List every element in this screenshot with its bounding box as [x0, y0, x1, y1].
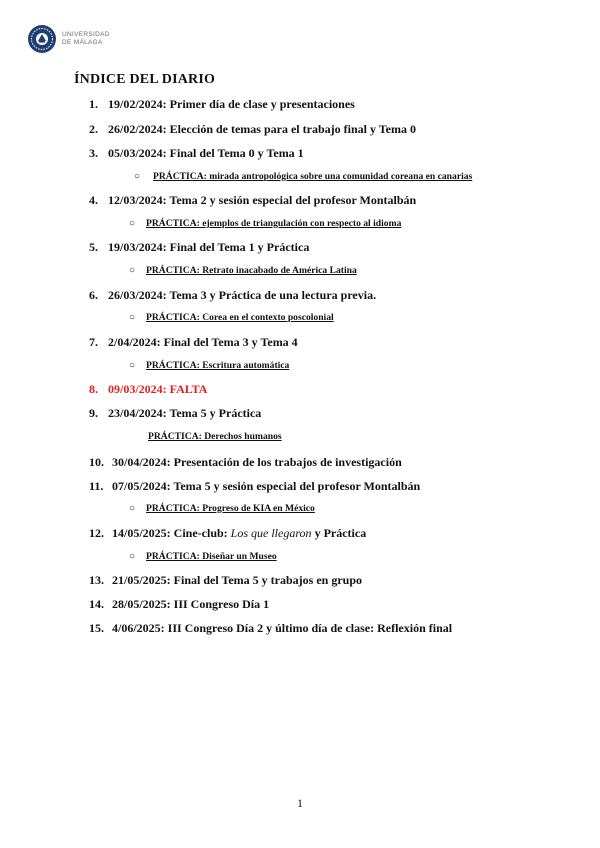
- entry-number: 9.: [89, 406, 98, 420]
- bullet-circle-icon: ○: [129, 312, 136, 323]
- entry-number: 13.: [89, 573, 104, 587]
- page-number: 1: [297, 796, 303, 810]
- entry-text: 26/02/2024: Elección de temas para el trabajo final y Tema 0: [108, 122, 416, 136]
- film-title: Los que llegaron: [230, 526, 312, 540]
- entry-text-after: y Práctica: [311, 526, 367, 540]
- logo-line-1: UNIVERSIDAD: [62, 31, 110, 38]
- bullet-circle-icon: ○: [134, 171, 141, 182]
- bullet-circle-icon: ○: [129, 360, 136, 371]
- entry-number: 5.: [89, 240, 98, 254]
- practica-link-8[interactable]: PRÁCTICA: Diseñar un Museo: [146, 551, 277, 562]
- bullet-circle-icon: ○: [129, 265, 136, 276]
- entry-number: 2.: [89, 122, 98, 136]
- entry-text: [112, 526, 366, 540]
- practica-link-4[interactable]: PRÁCTICA: Corea en el contexto poscolonial: [146, 312, 334, 323]
- entry-text: 26/03/2024: Tema 3 y Práctica de una lectura previa.: [108, 288, 377, 302]
- entry-number: 4.: [89, 193, 98, 207]
- practica-link-1[interactable]: PRÁCTICA: mirada antropológica sobre una comunidad coreana en canarias: [153, 171, 473, 182]
- entry-number: 11.: [89, 479, 104, 493]
- practica-link-6[interactable]: PRÁCTICA: Derechos humanos: [148, 431, 282, 442]
- practica-link-2[interactable]: PRÁCTICA: ejemplos de triangulación con respecto al idioma: [146, 218, 402, 229]
- entry-text: 12/03/2024: Tema 2 y sesión especial del profesor Montalbán: [108, 193, 417, 207]
- entry-number: 6.: [89, 288, 98, 302]
- entry-number: 14.: [89, 597, 104, 611]
- entry-text: 2/04/2024: Final del Tema 3 y Tema 4: [108, 335, 298, 349]
- university-logo: [27, 24, 110, 54]
- entry-number: 12.: [89, 526, 104, 540]
- entry-text: 21/05/2025: Final del Tema 5 y trabajos en grupo: [112, 573, 363, 587]
- entry-text: 19/02/2024: Primer día de clase y presentaciones: [108, 97, 355, 111]
- entry-text: 23/04/2024: Tema 5 y Práctica: [108, 406, 262, 420]
- practica-link-7[interactable]: PRÁCTICA: Progreso de KIA en México: [146, 503, 315, 514]
- entry-text: 4/06/2025: III Congreso Día 2 y último día de clase: Reflexión final: [112, 621, 453, 635]
- entry-number: 8.: [89, 382, 98, 396]
- entry-text: 05/03/2024: Final del Tema 0 y Tema 1: [108, 146, 304, 160]
- bullet-circle-icon: ○: [129, 551, 136, 562]
- university-seal-icon: [27, 24, 57, 54]
- entry-text: 19/03/2024: Final del Tema 1 y Práctica: [108, 240, 310, 254]
- bullet-circle-icon: ○: [129, 503, 136, 514]
- bullet-circle-icon: ○: [129, 218, 136, 229]
- entry-number: 3.: [89, 146, 98, 160]
- entry-text: 09/03/2024: FALTA: [108, 382, 208, 396]
- entry-text: 07/05/2024: Tema 5 y sesión especial del profesor Montalbán: [112, 479, 421, 493]
- logo-line-2: DE MÁLAGA: [62, 39, 103, 46]
- entry-text: 28/05/2025: III Congreso Día 1: [112, 597, 270, 611]
- entry-number: 7.: [89, 335, 98, 349]
- entry-text: 30/04/2024: Presentación de los trabajos de investigación: [112, 455, 402, 469]
- practica-link-3[interactable]: PRÁCTICA: Retrato inacabado de América Latina: [146, 265, 357, 276]
- entry-number: 10.: [89, 455, 104, 469]
- index-heading: ÍNDICE DEL DIARIO: [74, 72, 216, 87]
- practica-link-5[interactable]: PRÁCTICA: Escritura automática: [146, 360, 290, 371]
- entry-number: 15.: [89, 621, 104, 635]
- entry-text-before: 14/05/2025: Cine-club:: [112, 526, 231, 540]
- entry-number: 1.: [89, 97, 98, 111]
